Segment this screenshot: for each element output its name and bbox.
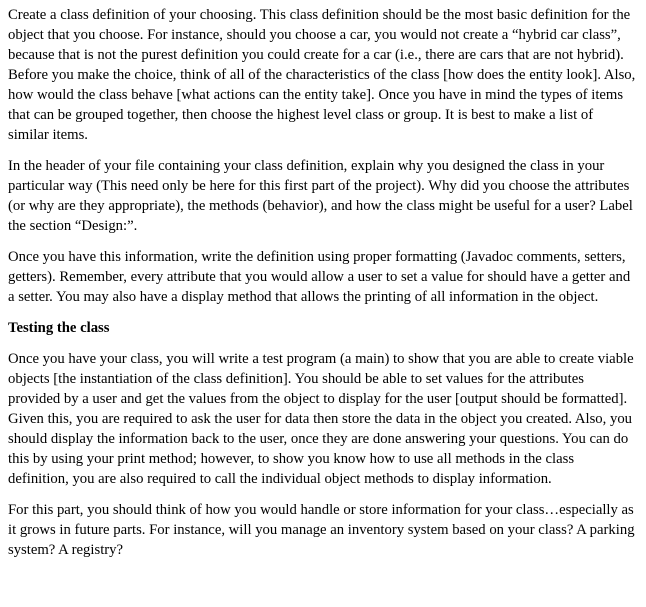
paragraph-design-header: In the header of your file containing your class definition, explain why you designed the class in your particular way (This need only be here for this first part of the project). Why did you choose the attributes (or why are they appropriate), the methods (behavior), and how the class might be useful for a user? Label the section “Design:”.: [8, 158, 633, 234]
paragraph-formatting: Once you have this information, write the definition using proper formatting (Javadoc comments, setters, getters). Remember, every attribute that you would allow a user to set a value for should have a getter and a setter. You may also have a display method that allows the printing of all information in the object.: [8, 249, 631, 305]
section-heading-testing: Testing the class: [8, 320, 110, 336]
paragraph-test-program: Once you have your class, you will write a test program (a main) to show that you are able to create viable objects [the instantiation of the class definition]. You should be able to set values for the attributes provided by a user and get the values from the object to display for the user [output should be formatted]. Given this, you are required to ask the user for data then store the data in the object you created. Also, you should display the information back to the user, once they are done answering your questions. You can do this by using your print method; however, to show you know how to use all methods in the class definition, you are also required to call the individual object methods to display information.: [8, 351, 634, 487]
paragraph-class-definition: Create a class definition of your choosing. This class definition should be the most basic definition for the object that you choose. For instance, should you choose a car, you would not create a “hybrid car class”, because that is not the purest definition you could create for a car (i.e., there are cars that are not hybrid). Before you make the choice, think of all of the characteristics of the class [how does the entity look]. Also, how would the class behave [what actions can the entity take]. Once you have in mind the types of items that can be grouped together, then choose the highest level class or group. It is best to make a list of similar items.: [8, 7, 636, 143]
paragraph-storage: For this part, you should think of how you would handle or store information for your class…especially as it grows in future parts. For instance, will you manage an inventory system based on your class? A parking system? A registry?: [8, 502, 635, 558]
